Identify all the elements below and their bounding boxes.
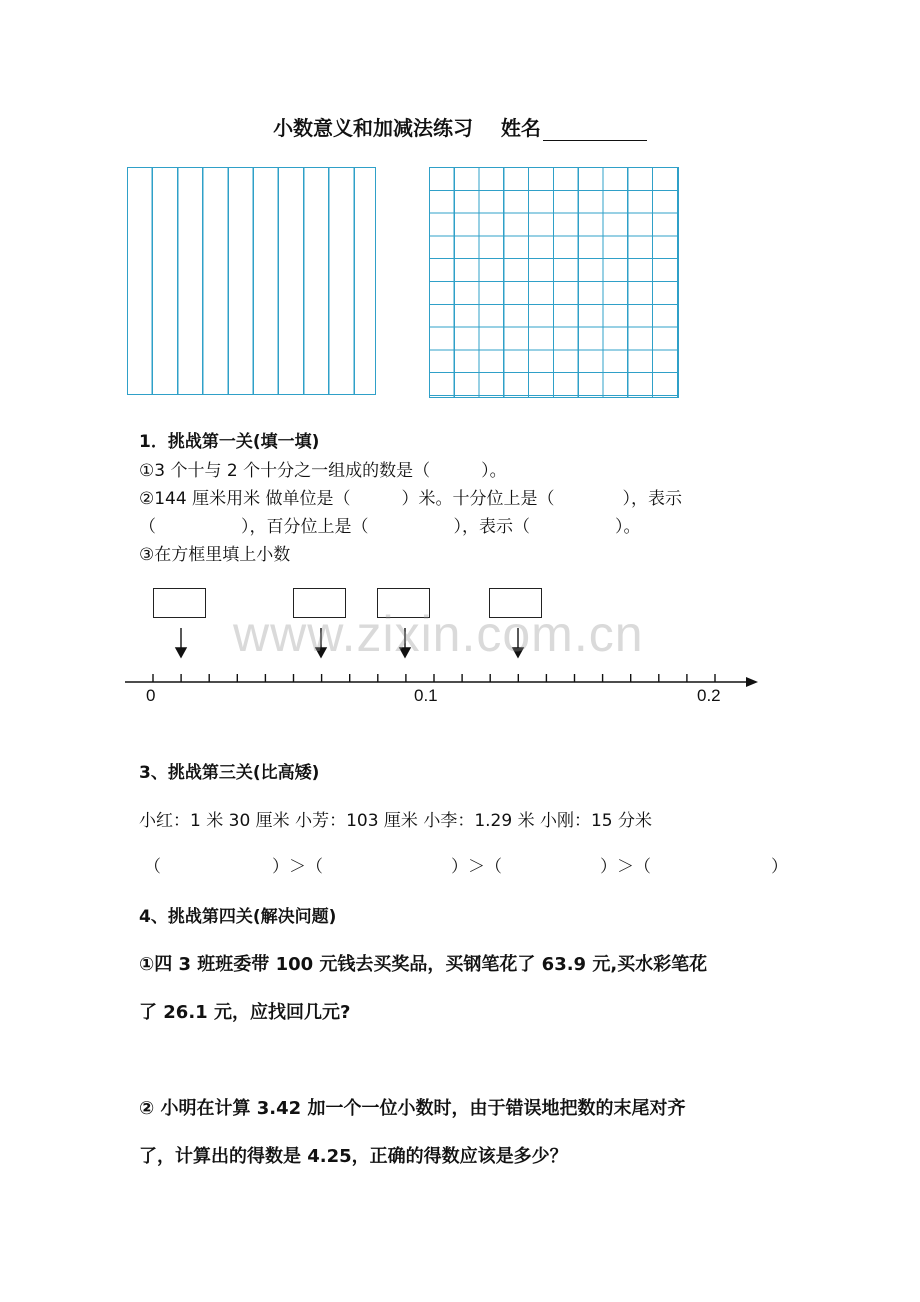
problem-1-line1: ①四 3 班班委带 100 元钱去买奖品，买钢笔花了 63.9 元,买水彩笔花 bbox=[139, 954, 708, 975]
paren-2: ）＞（ bbox=[272, 857, 323, 877]
section4-heading: 4、挑战第四关(解决问题) bbox=[139, 907, 337, 927]
tenths-grid bbox=[127, 167, 376, 395]
problem-2-line2: 了，计算出的得数是 4.25，正确的得数应该是多少？ bbox=[139, 1146, 568, 1167]
page-title bbox=[0, 112, 920, 141]
ticks bbox=[153, 674, 715, 682]
paren-4: ）＞（ bbox=[600, 857, 651, 877]
problem-2-line1: ② 小明在计算 3.42 加一个一位小数时，由于错误地把数的末尾对齐 bbox=[139, 1098, 686, 1119]
paren-1: （ bbox=[144, 857, 161, 877]
question-1: ①3 个十与 2 个十分之一组成的数是（ ）。 bbox=[139, 461, 507, 481]
axis-arrow bbox=[746, 677, 758, 687]
question-2-line1: ②144 厘米用米 做单位是（ ）米。十分位上是（ ），表示 bbox=[139, 489, 682, 509]
tick-label-0-1: 0.1 bbox=[414, 686, 438, 705]
section3-heading: 3、挑战第三关(比高矮) bbox=[139, 763, 320, 783]
section3-items: 小红：1 米 30 厘米 小芳：103 厘米 小李：1.29 米 小刚：15 分米 bbox=[139, 811, 653, 831]
section1-heading: 1．挑战第一关(填一填) bbox=[139, 432, 320, 452]
name-blank[interactable] bbox=[543, 118, 647, 141]
question-2-line2: （ ），百分位上是（ ），表示（ ）。 bbox=[139, 517, 641, 537]
question-3: ③在方框里填上小数 bbox=[139, 545, 291, 565]
hundredths-grid bbox=[429, 167, 679, 398]
worksheet-title: 小数意义和加减法练习 bbox=[273, 116, 474, 140]
answer-box-1[interactable] bbox=[153, 588, 206, 618]
arrow-head-1 bbox=[176, 648, 186, 657]
paren-3: ）＞（ bbox=[451, 857, 502, 877]
tick-label-0-2: 0.2 bbox=[697, 686, 721, 705]
watermark: www.zixin.com.cn bbox=[233, 606, 644, 662]
name-label: 姓名 bbox=[500, 116, 541, 140]
paren-5: ） bbox=[771, 857, 788, 877]
tick-label-0: 0 bbox=[146, 686, 156, 705]
problem-1-line2: 了 26.1 元，应找回几元? bbox=[139, 1002, 351, 1023]
